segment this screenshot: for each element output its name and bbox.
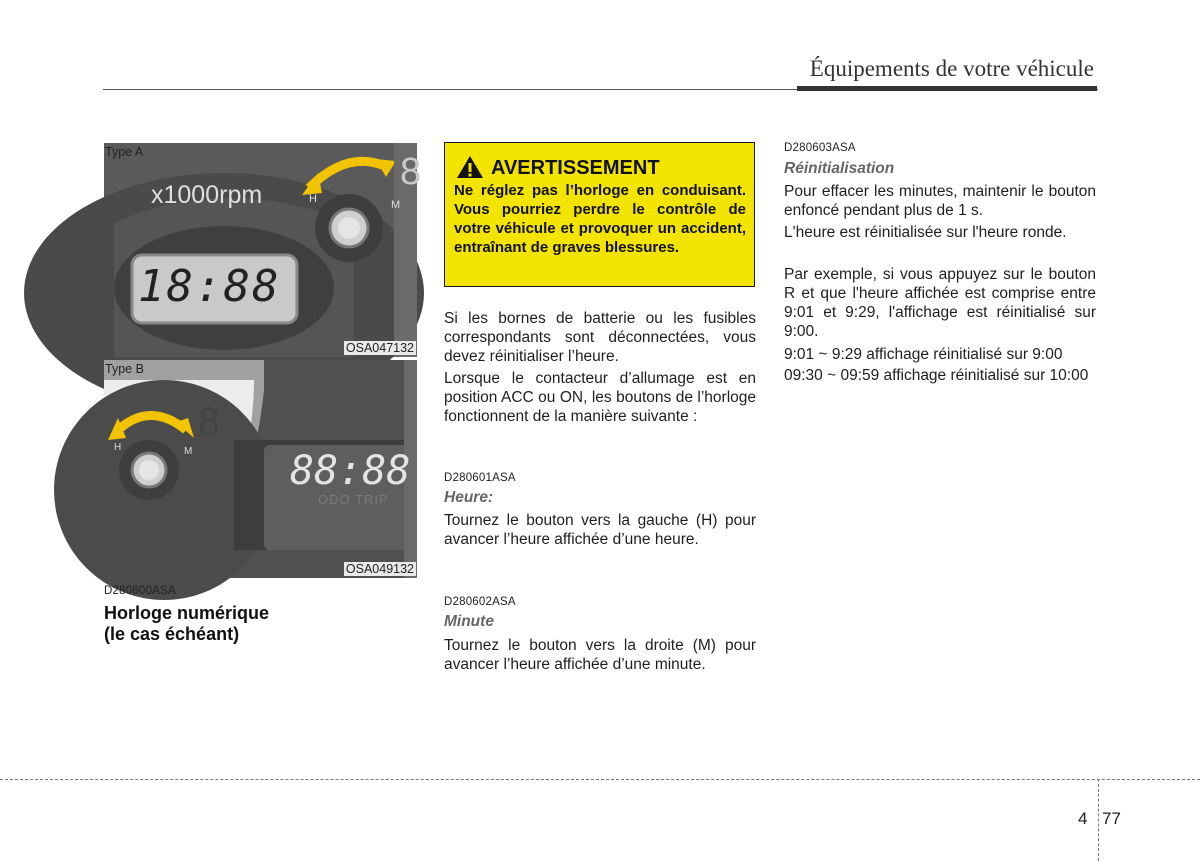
header-rule-accent bbox=[797, 86, 1097, 91]
cluster-illustration-a bbox=[104, 143, 417, 357]
image-id-b: OSA049132 bbox=[345, 562, 414, 576]
section-title-line1: Horloge numérique bbox=[104, 603, 270, 623]
section-code: D280600ASA bbox=[104, 585, 176, 597]
reset-code: D280603ASA bbox=[784, 142, 856, 154]
rpm-label: x1000rpm bbox=[151, 181, 263, 209]
reset-para1: Pour effacer les minutes, maintenir le bouton enfoncé pendant plus de 1 s. bbox=[784, 183, 1096, 219]
knob-m-label-b: M bbox=[184, 446, 193, 457]
clock-display-b: 88:88 bbox=[290, 448, 411, 494]
footer-vertical-divider bbox=[1098, 779, 1099, 861]
hour-heading: Heure: bbox=[444, 489, 494, 506]
minute-code: D280602ASA bbox=[444, 596, 516, 608]
image-id-a: OSA047132 bbox=[345, 341, 414, 355]
warning-title: AVERTISSEMENT bbox=[491, 157, 660, 179]
clock-display-a: 18:88 bbox=[138, 261, 281, 312]
knob-h-label-a: H bbox=[309, 193, 317, 205]
knob-h-label-b: H bbox=[114, 442, 122, 453]
minute-heading: Minute bbox=[444, 613, 494, 630]
paragraph-ignition: Lorsque le contacteur d’allumage est en position ACC ou ON, les boutons de l’horloge fonctionnent de la manière suivante : bbox=[444, 370, 756, 425]
reset-heading: Réinitialisation bbox=[784, 160, 895, 177]
reset-para2: L'heure est réinitialisée sur l'heure ronde. bbox=[784, 224, 1067, 241]
warning-box bbox=[444, 142, 755, 287]
paragraph-battery: Si les bornes de batterie ou les fusibles correspondants sont déconnectées, vous devez réinitialiser l’heure. bbox=[444, 310, 756, 365]
chapter-number: 4 bbox=[1078, 809, 1088, 828]
tach-digit-a: 8 bbox=[400, 151, 422, 193]
clock-image-type-a bbox=[104, 143, 422, 357]
reset-para3: Par exemple, si vous appuyez sur le bouton R et que l'heure affichée est comprise entre 9:01 et 9:29, l'affichage est réinitialisé sur 9:00. bbox=[784, 266, 1096, 340]
type-a-label: Type A bbox=[105, 145, 144, 159]
type-b-label: Type B bbox=[105, 362, 144, 376]
footer-divider bbox=[0, 779, 1200, 780]
odo-trip-label: ODO TRIP bbox=[318, 492, 389, 507]
tach-digit-b: 8 bbox=[198, 400, 221, 444]
section-title-line2: (le cas échéant) bbox=[104, 624, 240, 644]
page-number: 77 bbox=[1102, 809, 1121, 828]
warning-icon bbox=[456, 155, 484, 179]
minute-text: Tournez le bouton vers la droite (M) pour avancer l’heure affichée d’une minute. bbox=[444, 637, 756, 673]
knob-m-label-a: M bbox=[391, 199, 401, 211]
page-header-title: Équipements de votre véhicule bbox=[809, 56, 1094, 81]
clock-image-type-b bbox=[104, 360, 417, 578]
hour-text: Tournez le bouton vers la gauche (H) pour avancer l’heure affichée d’une heure. bbox=[444, 512, 756, 548]
warning-text: Ne réglez pas l’horloge en conduisant. Vous pourriez perdre le contrôle de votre véhicule et provoquer un accident, entraînant de graves blessures. bbox=[454, 182, 746, 256]
reset-para5: 09:30 ~ 09:59 affichage réinitialisé sur 10:00 bbox=[784, 367, 1089, 384]
hour-code: D280601ASA bbox=[444, 472, 516, 484]
reset-para4: 9:01 ~ 9:29 affichage réinitialisé sur 9:00 bbox=[784, 346, 1063, 363]
